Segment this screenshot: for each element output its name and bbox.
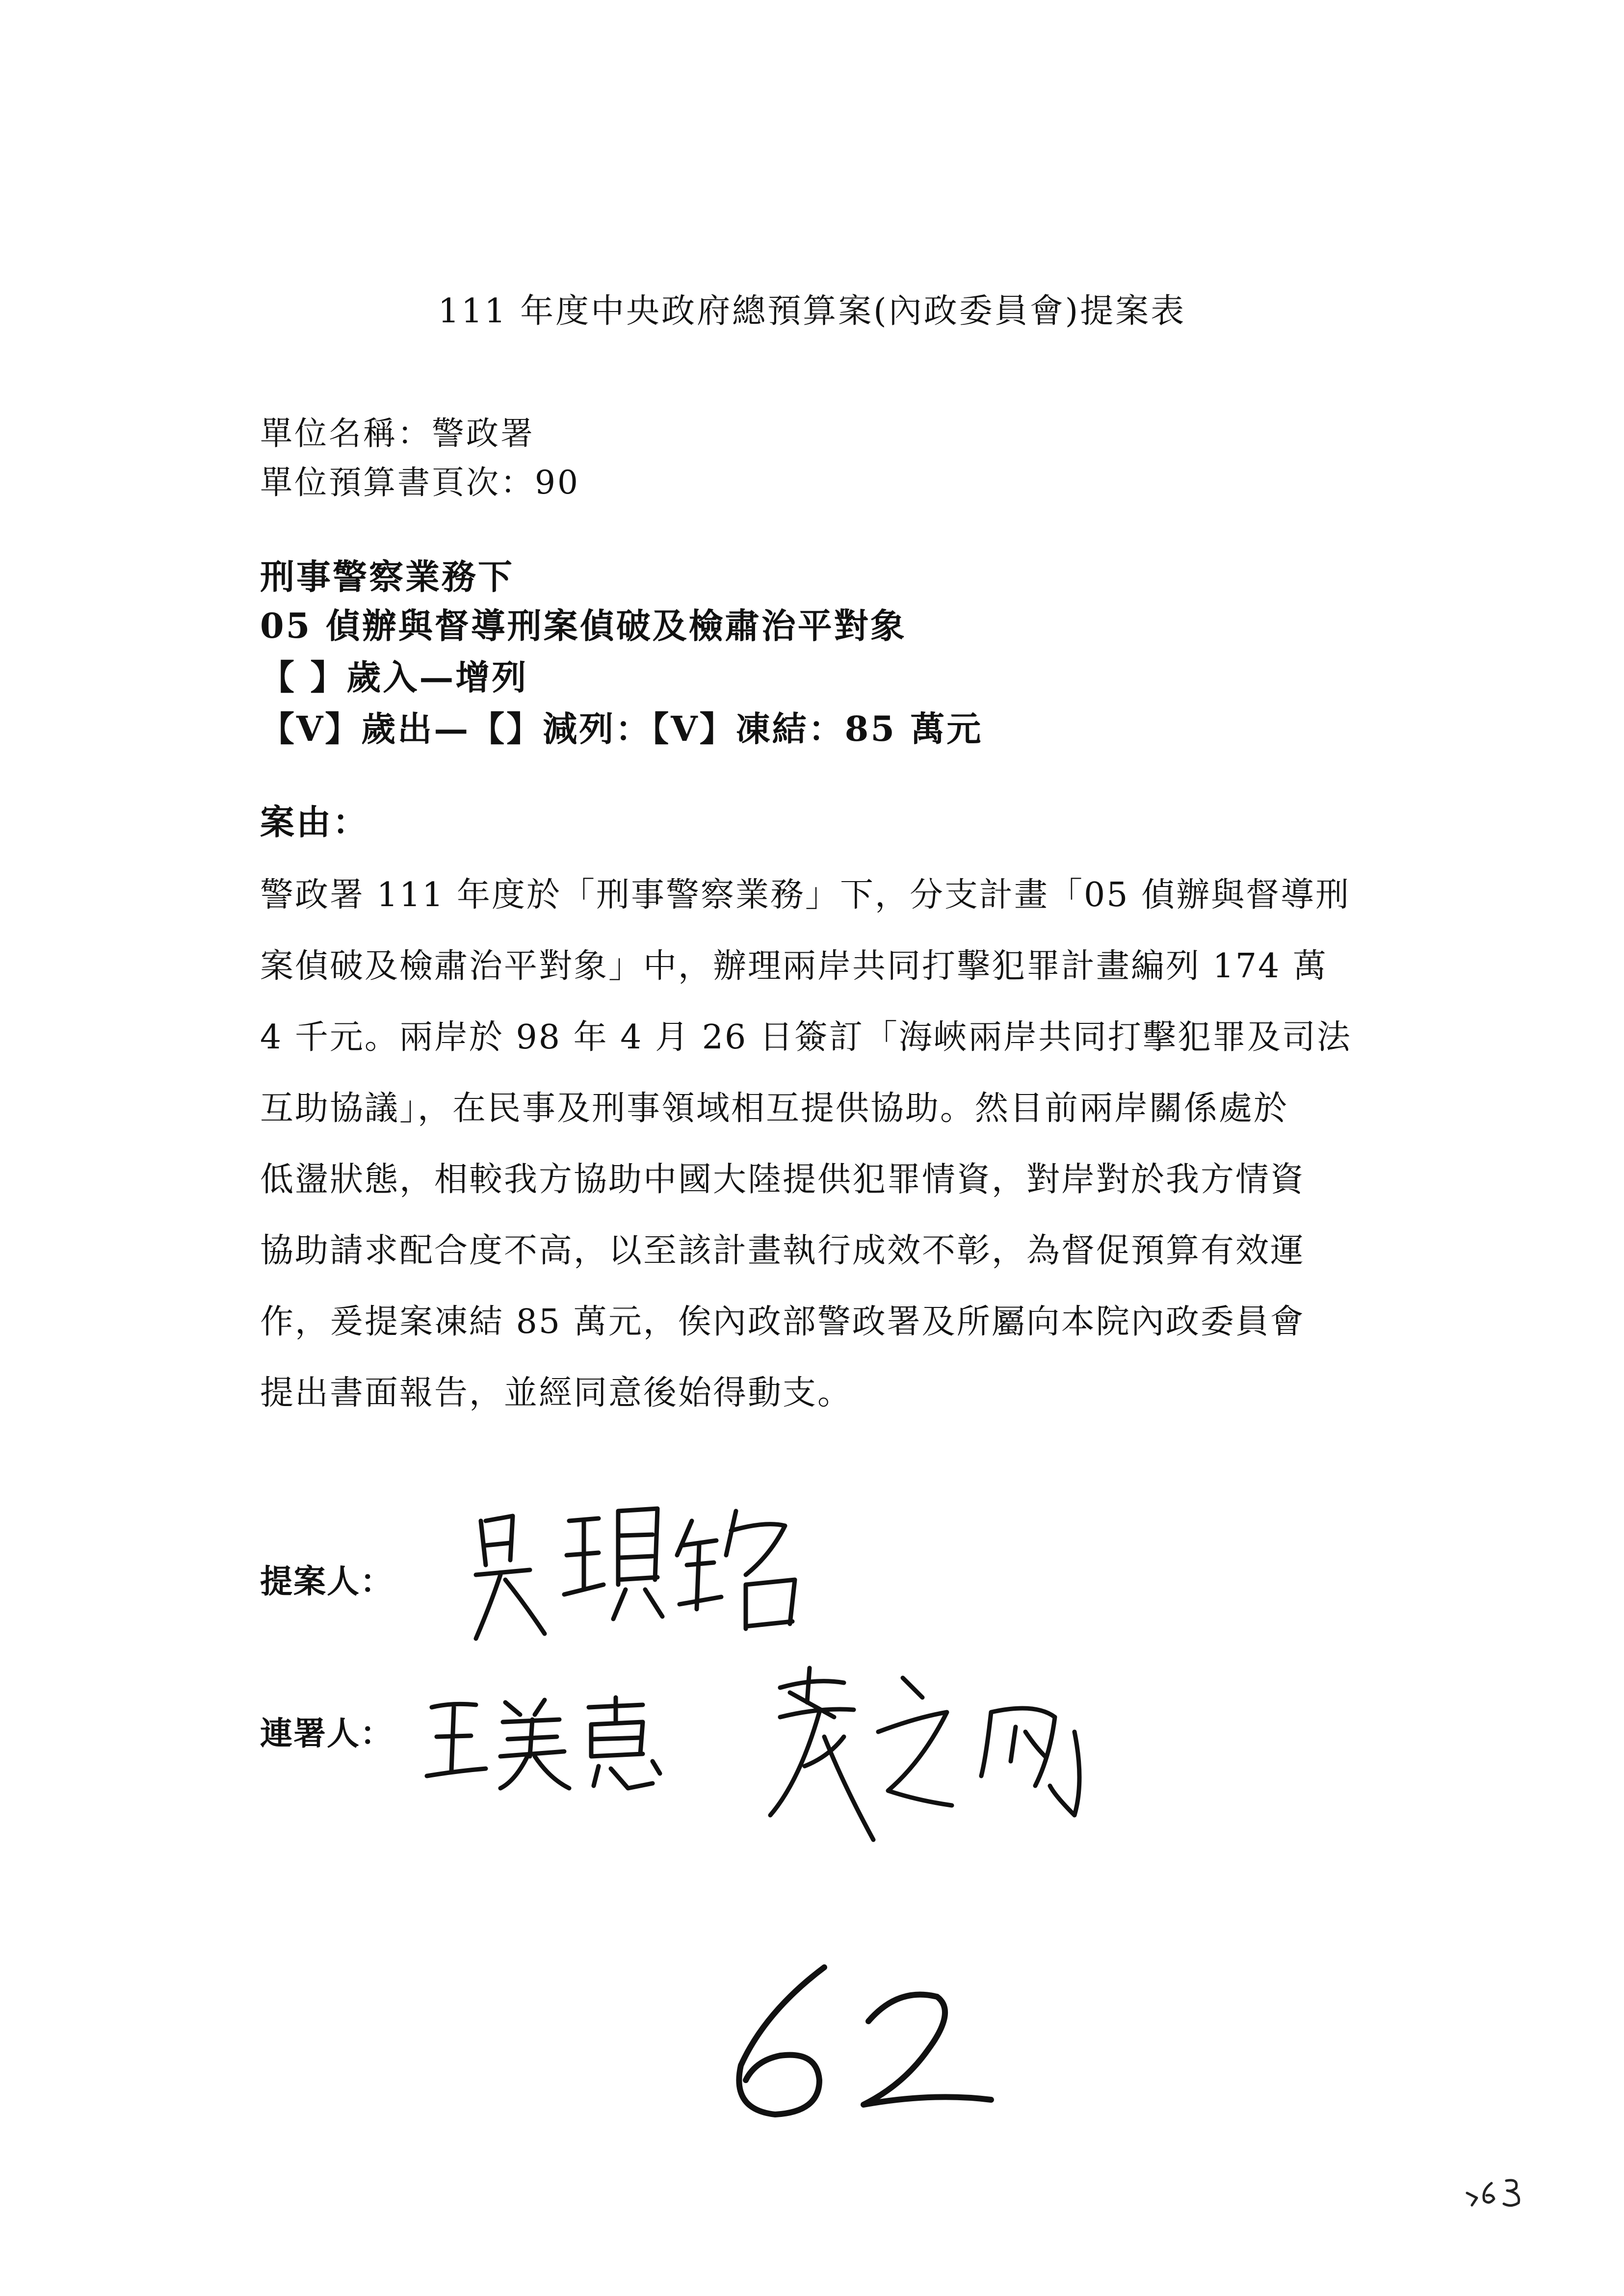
reason-line: 提出書面報告，並經同意後始得動支。 — [260, 1374, 853, 1412]
program-subtitle: 05 偵辦與督導刑案偵破及檢肅治平對象 — [260, 605, 907, 646]
program-title: 刑事警察業務下 — [260, 556, 514, 597]
reason-line: 協助請求配合度不高，以至該計畫執行成效不彰，為督促預算有效運 — [260, 1231, 1306, 1270]
document-title: 111 年度中央政府總預算案(內政委員會)提案表 — [438, 292, 1186, 331]
expenditure-line: 【V】歲出—【】減列：【V】凍結：85 萬元 — [260, 708, 983, 749]
reason-line: 低盪狀態，相較我方協助中國大陸提供犯罪情資，對岸對於我方情資 — [260, 1160, 1306, 1199]
reason-line: 案偵破及檢肅治平對象」中，辦理兩岸共同打擊犯罪計畫編列 174 萬 — [260, 947, 1328, 986]
proposer-signature — [471, 1491, 824, 1653]
unit-name-line: 單位名稱：警政署 — [260, 415, 535, 452]
unit-page-line: 單位預算書頁次：90 — [260, 464, 580, 501]
reason-line: 警政署 111 年度於「刑事警察業務」下，分支計畫「05 偵辦與督導刑 — [260, 876, 1351, 914]
reason-label: 案由： — [260, 802, 369, 842]
handwritten-page-number — [726, 1957, 1001, 2124]
revenue-line: 【 】歲入—增列 — [260, 657, 528, 698]
cosigner-label: 連署人： — [260, 1714, 393, 1752]
reason-line: 作，爰提案凍結 85 萬元，俟內政部警政署及所屬向本院內政委員會 — [260, 1303, 1305, 1341]
cosigner-signature-2 — [760, 1658, 1114, 1854]
corner-mark — [1462, 2168, 1536, 2213]
cosigner-signature-1 — [422, 1688, 697, 1796]
reason-line: 互助協議」，在民事及刑事領域相互提供協助。然目前兩岸關係處於 — [260, 1089, 1289, 1128]
reason-line: 4 千元。兩岸於 98 年 4 月 26 日簽訂「海峽兩岸共同打擊犯罪及司法 — [260, 1018, 1352, 1057]
proposer-label: 提案人： — [260, 1562, 393, 1600]
